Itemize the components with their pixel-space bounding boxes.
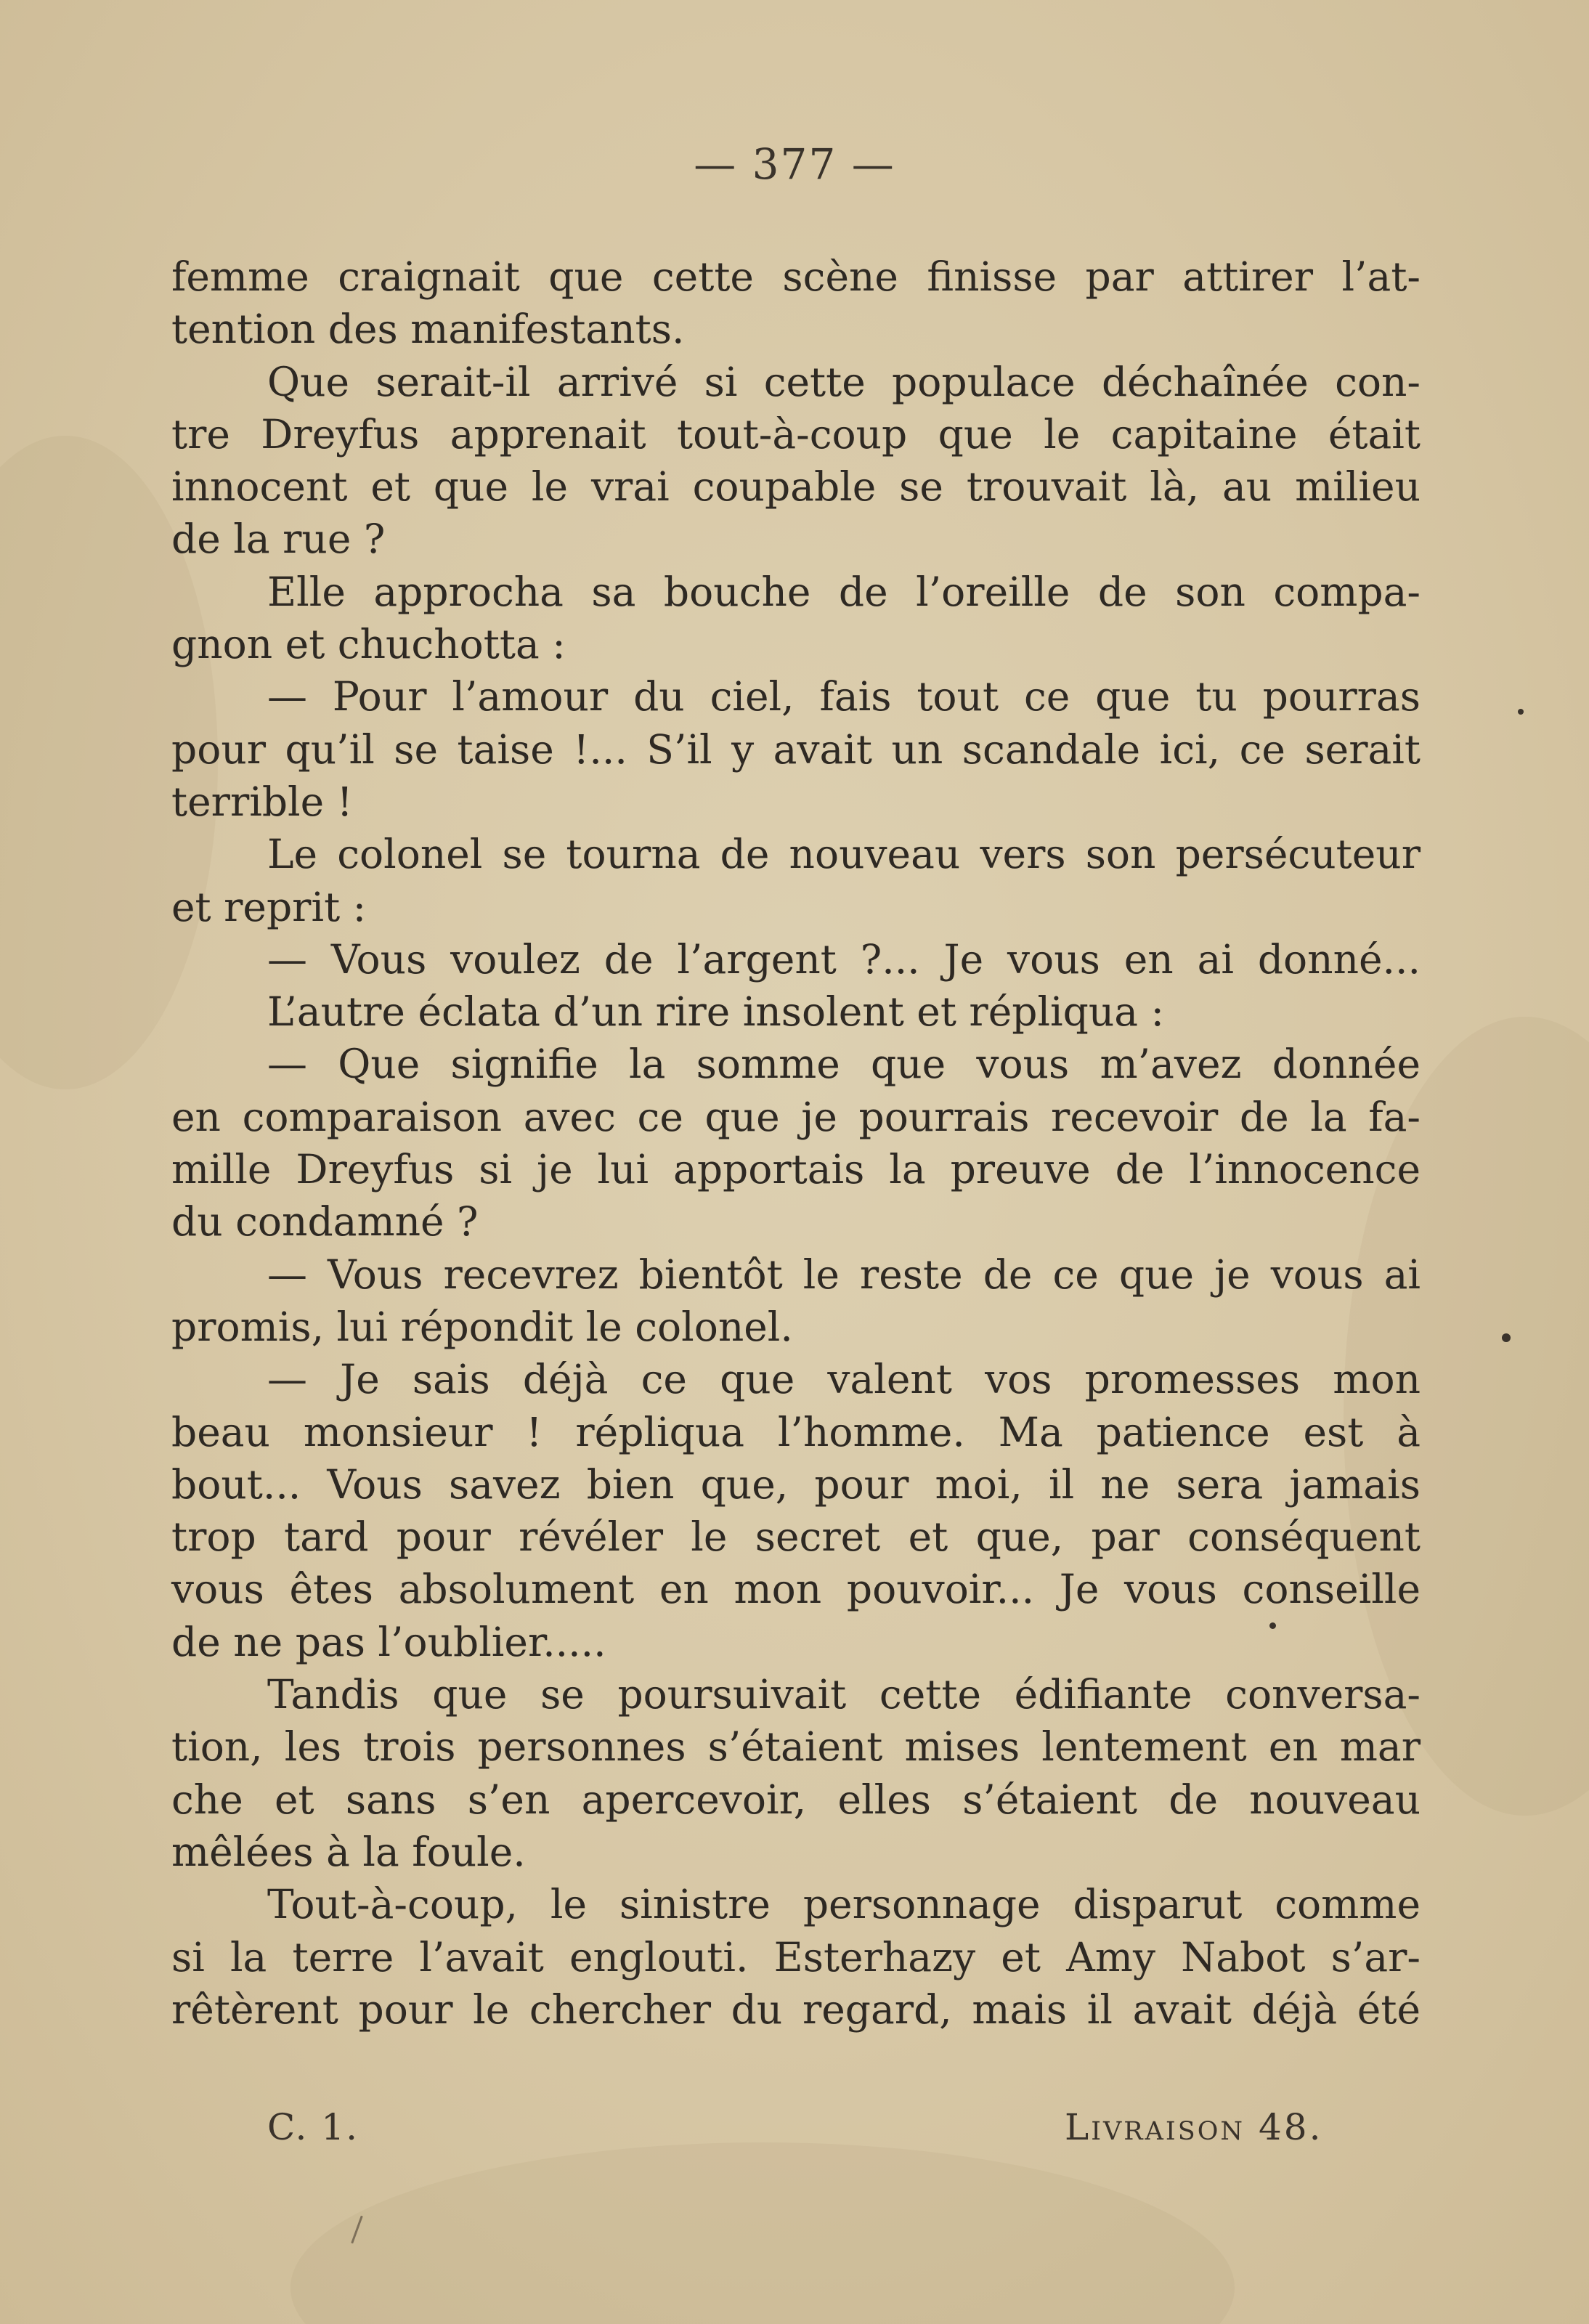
text-line: vous êtes absolument en mon pouvoir... Je vous conseille	[171, 1566, 1421, 1613]
text-line: et reprit :	[171, 883, 367, 930]
text-line: femme craignait que cette scène finisse par attirer l’at-	[171, 253, 1421, 300]
text-line: terrible !	[171, 778, 353, 825]
text-line: pour qu’il se taise !... S’il y avait un scandale ici, ce serait	[171, 726, 1421, 773]
text-line: promis, lui répondit le colonel.	[171, 1303, 793, 1350]
body-text	[171, 251, 1421, 2036]
ink-speck	[1518, 709, 1524, 715]
text-line: beau monsieur ! répliqua l’homme. Ma patience est à	[171, 1408, 1421, 1455]
text-line: — Vous voulez de l’argent ?... Je vous en ai donné...	[267, 935, 1421, 983]
paper-stain	[290, 2142, 1235, 2324]
page-number: — 377 —	[694, 139, 895, 189]
text-line: innocent et que le vrai coupable se trouvait là, au milieu	[171, 463, 1421, 511]
text-line: rêtèrent pour le chercher du regard, mais il avait déjà été	[171, 1986, 1421, 2033]
text-line: — Pour l’amour du ciel, fais tout ce que tu pourras	[267, 673, 1421, 720]
text-line: de ne pas l’oublier.....	[171, 1618, 606, 1665]
ink-speck	[1502, 1333, 1511, 1342]
text-line: trop tard pour révéler le secret et que, par conséquent	[171, 1514, 1421, 1561]
text-line: mille Dreyfus si je lui apportais la preuve de l’innocence	[171, 1146, 1421, 1193]
text-line: de la rue ?	[171, 516, 386, 563]
text-line: bout... Vous savez bien que, pour moi, il ne sera jamais	[171, 1460, 1421, 1508]
text-line: tre Dreyfus apprenait tout-à-coup que le capitaine était	[171, 410, 1421, 458]
text-line: Tout-à-coup, le sinistre personnage disparut comme	[267, 1881, 1421, 1928]
text-line: tion, les trois personnes s’étaient mises lentement en mar	[171, 1723, 1421, 1771]
text-line: — Que signifie la somme que vous m’avez donnée	[267, 1041, 1421, 1088]
text-line: si la terre l’avait englouti. Esterhazy et Amy Nabot s’ar-	[171, 1933, 1421, 1980]
text-line: L’autre éclata d’un rire insolent et répliqua :	[267, 988, 1165, 1036]
text-line: Tandis que se poursuivait cette édifiante conversa-	[267, 1671, 1421, 1718]
text-line: — Vous recevrez bientôt le reste de ce que je vous ai	[267, 1251, 1421, 1298]
text-line: tention des manifestants.	[171, 306, 685, 353]
ink-speck	[1269, 1622, 1276, 1629]
text-line: Elle approcha sa bouche de l’oreille de son compa-	[267, 568, 1421, 615]
text-line: en comparaison avec ce que je pourrais recevoir de la fa-	[171, 1093, 1421, 1140]
text-line: gnon et chuchotta :	[171, 621, 566, 668]
text-line: Le colonel se tourna de nouveau vers son persécuteur	[267, 831, 1421, 878]
text-line: du condamné ?	[171, 1198, 479, 1246]
text-line: che et sans s’en apercevoir, elles s’étaient de nouveau	[171, 1776, 1421, 1823]
installment-label: Livraison 48.	[1065, 2106, 1323, 2148]
text-line: mêlées à la foule.	[171, 1828, 526, 1875]
text-line: Que serait-il arrivé si cette populace déchaînée con-	[267, 358, 1421, 405]
text-line: — Je sais déjà ce que valent vos promesses mon	[267, 1356, 1421, 1403]
signature-mark: C. 1.	[267, 2106, 359, 2148]
